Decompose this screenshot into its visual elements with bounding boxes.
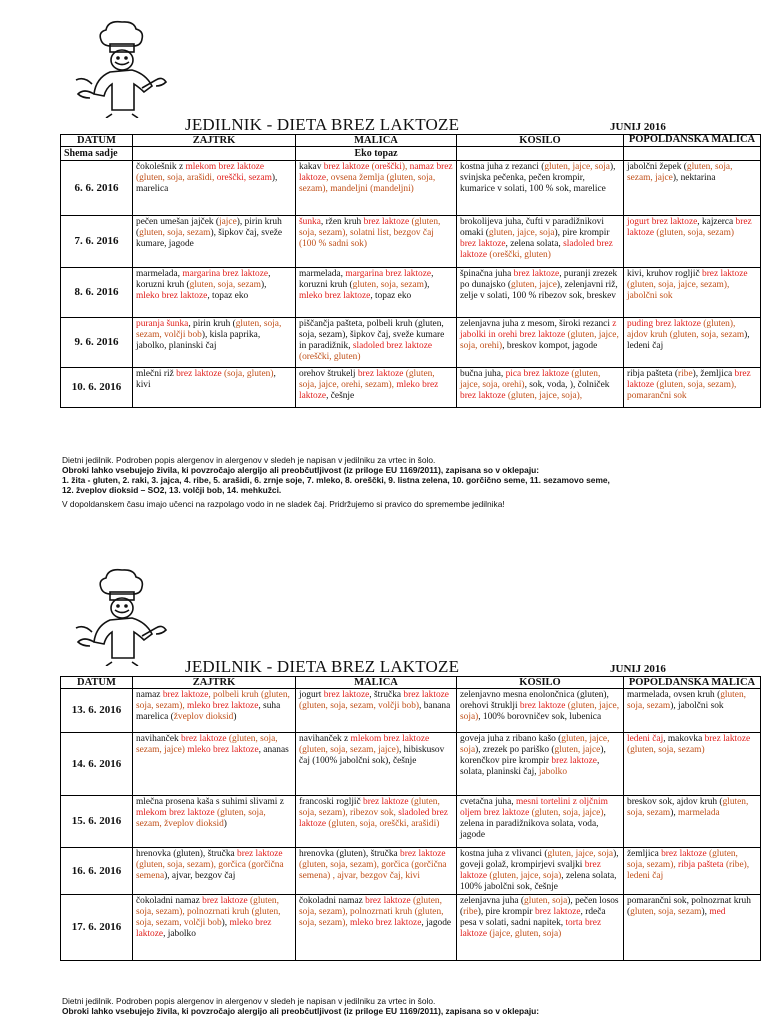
menu-text-segment: (gluten, soja, jajce, orehi, sezam), [299,369,435,390]
menu-text-segment: francoski rogljič [299,797,364,807]
header-malica: MALICA [296,677,457,689]
menu-text-segment: kostna juha z vlivanci ( [460,849,548,859]
menu-text-segment: ledeni čaj [627,734,664,744]
malica-cell [296,368,457,408]
malica-cell [296,848,457,895]
menu-text-segment: brez laktoze [460,860,601,881]
menu-text-segment: gluten, jajce, soja [544,162,610,172]
popoldanska-cell [624,895,761,961]
menu-text-segment: (gluten, soja, sezam), gorčica ( [136,860,252,870]
header-zajtrk: ZAJTRK [133,677,296,689]
menu-text-segment: , pirin kruh ( [188,319,236,329]
malica-cell [296,733,457,796]
menu-text-segment: , makovka [663,734,705,744]
menu-text-segment: , topaz eko [370,291,412,301]
menu-text-segment: čokoladni namaz [299,896,366,906]
table-row [61,848,761,895]
menu-text-segment: ), goveji golaž, krompirjevi svaljki [460,849,619,870]
menu-text-segment: brez laktoze [627,217,752,238]
menu-text-segment: (gluten, soja, sezam), ribezov sok, [299,797,440,818]
zajtrk-cell [133,733,296,796]
menu-text-segment: margarina brez laktoze [182,269,269,279]
menu-text-segment: čokolešnik z [136,162,186,172]
table-row [61,268,761,318]
menu-text-segment: jabolčni žepek ( [627,162,687,172]
menu-text-segment: (gluten, soja, sezam, jajce) [299,745,399,755]
menu-text-segment: , sok, voda, ), čolniček [524,380,610,390]
kosilo-cell [457,895,624,961]
popoldanska-cell [624,216,761,268]
menu-text-segment: gluten, jajce, soja [547,849,614,859]
menu-text-segment: (oreščki, gluten) [487,250,551,260]
menu-text-segment: (gluten, soja, sezam), polnozrnati kruh (gluten, soja, sezam), [299,896,444,928]
menu-text-segment: gluten, soja, sezam [189,280,261,290]
menu-text-segment: brez laktoze [534,907,581,917]
menu-text-segment: , štručka [369,690,404,700]
menu-text-segment: špinačna juha [460,269,514,279]
kosilo-cell [457,161,624,216]
menu-text-segment: brez laktoze [460,391,506,401]
popoldanska-cell [624,368,761,408]
header-datum: DATUM [61,135,133,147]
menu-text-segment: (gluten, soja, sezam), solatni list, bezgov čaj (100 % sadni sok) [299,217,441,249]
menu-text-segment: pečen umešan jajček ( [136,217,220,227]
menu-text-segment: ), ledeni čaj [627,330,750,351]
menu-text-segment: (gluten, soja, jajce, sezam), jabolčni sok [627,280,730,301]
menu-text-segment: breskov sok, ajdov kruh ( [627,797,723,807]
table-row [61,161,761,216]
menu-title-2: JEDILNIK - DIETA BREZ LAKTOZE [185,657,460,676]
note-alergeni-1a: 1. žita - gluten, 2. raki, 3. jajca, 4. ribe, 5. arašidi, 6. zrnje soje, 7. mleko, 8. oreščki, 9. listna zelena, 10. gorčično seme, 11. sezamovo seme, [62,475,610,485]
popoldanska-cell [624,848,761,895]
menu-text-segment: ), [401,162,410,172]
kosilo-cell [457,318,624,368]
chef-illustration-1 [70,18,180,118]
menu-text-segment: , topaz eko [207,291,249,301]
menu-text-segment: kostna juha z rezanci ( [460,162,545,172]
zajtrk-cell [133,368,296,408]
menu-text-segment: (gluten, jajce, soja) [460,701,620,722]
menu-text-segment: , polbeli kruh (gluten, soja, sezam), [136,690,290,711]
menu-text-segment: (gluten, soja, sezam) [654,228,734,238]
menu-text-segment: brokolijeva juha, čufti v paradižnikovi omaki ( [460,217,604,238]
menu-text-segment: brez laktoze [661,849,707,859]
menu-text-segment: orehov štrukelj [299,369,358,379]
menu-text-segment: , 100% borovničev sok, lubenica [478,712,602,722]
menu-text-segment: brez laktoze [363,217,410,227]
menu-text-segment: ), svinjska pečenka, pečen krompir, kumarice v solati, 100 % sok, marelice [460,162,616,194]
menu-text-segment: (soja, gluten) [221,369,274,379]
menu-text-segment: navihanček [136,734,182,744]
menu-text-segment: (gluten, soja, arašidi, [136,173,217,183]
popoldanska-cell [624,161,761,216]
menu-text-segment: piščančja pašteta, polbeli kruh (gluten, soja, sezam), šipkov čaj, sveže kumare in paradižnik, [299,319,445,351]
note-obroki-2: Obroki lahko vsebujejo živila, ki povzročajo alergijo ali preobčutljivost (iz priloge EU 1169/2011), zapisana so v oklepaju: [62,1006,540,1016]
note-alergeni-1b: 12. žveplov dioksid – SO2, 13. volčji bob, 14. mehkužci. [62,485,282,495]
menu-text-segment: (gluten, soja, sezam, [136,808,266,829]
menu-text-segment: ), zelenjavni riž, zelje v solati, 100 % ribezov sok, breskev [460,280,618,301]
menu-text-segment: brez laktoze [403,690,449,700]
zajtrk-cell [133,318,296,368]
malica-cell [296,895,457,961]
date-cell: 9. 6. 2016 [61,318,133,368]
menu-text-segment: , solata, planinski čaj, [460,756,600,777]
malica-cell [296,216,457,268]
menu-text-segment: zelenjavna juha ( [460,896,525,906]
menu-text-segment: mleko brez laktoze [136,291,208,301]
header-malica: MALICA [296,135,457,147]
menu-text-segment: , hibiskusov čaj (100% jabolčni sok), češnje [299,745,445,766]
menu-text-segment: (gluten, soja, sezam, volčji bob) [299,701,420,711]
menu-text-segment: jogurt brez laktoze [627,217,698,227]
menu-text-segment: (gluten, soja, oreščki, arašidi) [326,819,440,829]
kosilo-cell [457,216,624,268]
menu-text-segment: ), kisla paprika, jabolko, planinski čaj [136,330,261,351]
menu-text-segment: mlekom brez laktoze [136,808,215,818]
chef-illustration-2 [70,566,180,666]
menu-text-segment: kivi, kruhov rogljič [627,269,702,279]
kosilo-cell [457,268,624,318]
menu-text-segment: cvetačna juha, [460,797,516,807]
menu-text-segment: , zelena in paradižnikova solata, voda, jagode [460,808,606,840]
menu-text-segment: (gluten, soja, sezam, jajce) [136,734,278,755]
menu-text-segment: , koruzni kruh ( [136,269,271,290]
date-cell: 7. 6. 2016 [61,216,133,268]
menu-text-segment: mleko brez laktoze [350,918,422,928]
menu-text-segment: marmelada, [136,269,183,279]
popoldanska-cell [624,268,761,318]
menu-text-segment: z jabolki in orehi brez laktoze [460,319,617,340]
menu-text-segment: mleko brez laktoze [299,291,371,301]
menu-text-segment: mleko brez laktoze [187,701,259,711]
menu-text-segment: puding brez laktoze [627,319,701,329]
menu-text-segment: (gluten, soja, sezam), gorčica (gorčična semena) , ajvar, bezgov čaj, kivi [299,860,447,881]
table-row [61,318,761,368]
menu-text-segment: gluten, soja, sezam [352,280,424,290]
menu-text-segment: med [709,907,726,917]
notes-2 [62,996,762,1016]
menu-text-segment: ), marelica [136,173,278,194]
menu-table-1-wrapper [60,134,760,408]
menu-text-segment: (jajce, gluten, soja) [487,929,562,939]
header-popoldanska: POPOLDANSKA MALICA [624,677,761,689]
menu-text-segment: goveja juha z ribano kašo ( [460,734,562,744]
menu-table-2-wrapper [60,676,760,961]
date-cell: 17. 6. 2016 [61,895,133,961]
menu-text-segment: ), [670,808,679,818]
menu-text-segment: brez laktoze [702,269,748,279]
menu-text-segment: kakav [299,162,324,172]
popoldanska-cell [624,689,761,733]
menu-text-segment: (gluten, soja, sezam), pomarančni sok [627,380,737,401]
menu-text-segment: ), [260,280,267,290]
menu-text-segment: žveplov dioksid [164,819,224,829]
zajtrk-cell [133,216,296,268]
popoldanska-cell [624,733,761,796]
note-obroki-1: Obroki lahko vsebujejo živila, ki povzročajo alergijo ali preobčutljivost (iz priloge EU 1169/2011), zapisana so v oklepaju: [62,465,540,475]
menu-text-segment: brez laktoze [627,369,751,390]
menu-text-segment: oreščki [374,162,402,172]
menu-text-segment: (gluten, jajce, soja, orehi) [460,330,619,351]
menu-text-segment: gluten, soja, sezam [139,228,211,238]
table-row [61,733,761,796]
menu-text-segment: zelenjavno mesna enolončnica (gluten), orehovi štruklji [460,690,609,711]
menu-text-segment: gluten, soja, sezam [672,330,745,340]
header-zajtrk: ZAJTRK [133,135,296,147]
menu-text-segment: (gluten, soja, sezam), polnozrnati kruh ( [136,896,279,917]
menu-text-segment: (gluten, soja, sezam) [627,745,705,755]
menu-text-segment: ribja pašteta ( [627,369,679,379]
menu-text-segment: jogurt [299,690,324,700]
menu-text-segment: ) [233,712,237,722]
menu-text-segment: , ržen kruh [320,217,364,227]
kosilo-cell [457,796,624,848]
menu-text-segment: ), pirin kruh ( [136,217,282,238]
menu-text-segment: brez laktoze [365,896,411,906]
menu-text-segment: gluten, soja, sezam [630,907,702,917]
malica-cell [296,268,457,318]
menu-text-segment: , kivi [136,369,276,390]
menu-text-segment: brez laktoze [551,756,597,766]
menu-text-segment: ( [369,162,375,172]
menu-text-segment: mlečna prosena kaša s suhimi slivami z [136,797,284,807]
malica-cell [296,689,457,733]
malica-cell [296,318,457,368]
menu-text-segment: brez laktoze [181,734,227,744]
popoldanska-cell [624,796,761,848]
menu-text-segment: ), nektarina [672,173,716,183]
menu-text-segment: mleko brez laktoze [136,918,272,939]
menu-text-segment: gluten, soja, sezam, volčji bob [136,319,282,340]
menu-text-segment: ), [701,907,710,917]
menu-text-segment: mlekom brez laktoze [185,162,265,172]
menu-text-segment: (gluten, soja, jajce) [529,808,604,818]
table-row [61,796,761,848]
menu-text-segment: , suha marelica ( [136,701,281,722]
notes-1 [62,455,762,509]
menu-text-segment: gluten, soja, sezam, jajce [627,162,733,183]
menu-text-segment: gluten, jajce [511,280,557,290]
table-header-row [61,677,761,689]
menu-text-segment: gluten, soja, sezam, volčji bob [136,907,281,928]
shema-sadje-row [61,147,761,161]
shema-sadje-value: Eko topaz [296,147,457,161]
menu-text-segment: ), [221,918,230,928]
menu-text-segment: ), pečen losos ( [460,896,619,917]
menu-text-segment: ) [223,819,227,829]
malica-cell [296,796,457,848]
table-row [61,895,761,961]
menu-text-segment: žemljica [627,849,662,859]
menu-text-segment: mesni tortelini z oljčnim oljem brez laktoze [460,797,608,818]
menu-text-segment: brez laktoze [202,896,248,906]
menu-text-segment: jajce [219,217,237,227]
menu-text-segment: (ribe), ledeni čaj [627,860,750,881]
menu-text-segment: mlečni riž [136,369,177,379]
menu-table-2 [60,676,761,961]
menu-text-segment: mlekom brez laktoze [350,734,430,744]
menu-text-segment: ), šipkov čaj, sveže kumare, jagode [136,228,283,249]
menu-text-segment: ribe [678,369,693,379]
menu-text-segment: puranja šunka [136,319,189,329]
menu-text-segment: brez laktoze [519,701,566,711]
menu-text-segment: brez laktoze [460,239,506,249]
menu-text-segment: torta brez laktoze [460,918,602,939]
menu-text-segment: gluten, jajce, soja [460,734,610,755]
menu-text-segment: navihanček z [299,734,351,744]
menu-text-segment: , kajzerca [697,217,736,227]
menu-text-segment: ), pire krompir [554,228,610,238]
menu-text-segment: (gluten), ajdov kruh ( [627,319,736,340]
menu-text-segment: , zelena solata, 100% jabolčni sok, češnje [460,871,617,892]
menu-text-segment: marmelada, [299,269,346,279]
zajtrk-cell [133,161,296,216]
date-cell: 15. 6. 2016 [61,796,133,848]
menu-text-segment: jabolko [538,767,568,777]
date-cell: 6. 6. 2016 [61,161,133,216]
malica-cell [296,161,457,216]
menu-text-segment: gorčična semena [136,860,284,881]
date-cell: 16. 6. 2016 [61,848,133,895]
menu-text-segment: , zelena solata, [505,239,564,249]
menu-text-segment: bučna juha, [460,369,506,379]
menu-text-segment: , banana [419,701,451,711]
header-kosilo: KOSILO [457,135,624,147]
table-row [61,216,761,268]
menu-text-segment: (gluten, jajce, soja), [505,391,583,401]
menu-text-segment: , rdeča pesa v solati, sadni napitek, [460,907,606,928]
menu-text-segment: čokoladni namaz [136,896,203,906]
menu-table-1 [60,134,761,408]
menu-text-segment: marmelada [678,808,720,818]
menu-text-segment: gluten, soja, sezam [627,690,746,711]
menu-text-segment: sladoled brez laktoze [299,808,448,829]
menu-text-segment: gluten, soja [524,896,568,906]
menu-text-segment: ribja pašteta [678,860,724,870]
header-datum: DATUM [61,677,133,689]
menu-text-segment: hrenovka (gluten), štručka [136,849,238,859]
date-cell: 14. 6. 2016 [61,733,133,796]
menu-text-segment: pomarančni sok, polnozrnat kruh ( [627,896,751,917]
menu-text-segment: oreščki, sezam [216,173,272,183]
menu-text-segment: ), pire krompir [477,907,535,917]
menu-text-segment: brez laktoze [323,690,370,700]
menu-text-segment: gluten, jajce, soja [488,228,555,238]
menu-text-segment: , koruzni kruh ( [299,269,434,290]
menu-text-segment: šunka [299,217,321,227]
menu-text-segment: (gluten, jajce, soja, orehi) [460,369,601,390]
menu-text-segment: , jabolko [163,929,196,939]
menu-text-segment: brez laktoze [363,797,409,807]
menu-text-segment: brez laktoze [357,369,404,379]
menu-text-segment: , jagode [421,918,452,928]
menu-text-segment: brez laktoze [323,162,370,172]
note-dietni-2: Dietni jedilnik. Podroben popis alergenov in alergenov v sledeh je napisan v jedilniku za vrtec in šolo. [62,996,436,1006]
menu-text-segment: (gluten, soja, sezam), [627,849,738,870]
zajtrk-cell [133,895,296,961]
menu-text-segment: brez laktoze [237,849,283,859]
menu-text-segment: , češnje [326,391,355,401]
menu-text-segment: , ovsena žemlja (gluten, soja, sezam), mandeljni (mandeljni) [299,173,436,194]
menu-text-segment: pica brez laktoze [505,369,570,379]
menu-month-2: JUNIJ 2016 [610,663,666,675]
menu-text-segment: brez laktoze [162,690,209,700]
shema-sadje-label: Shema sadje [61,147,133,161]
menu-text-segment: žveplov dioksid [173,712,234,722]
menu-text-segment: mleko brez laktoze [187,745,259,755]
menu-text-segment: ), [423,280,430,290]
menu-text-segment: marmelada, ovsen kruh ( [627,690,721,700]
menu-text-segment: brez laktoze [176,369,222,379]
note-voda-1: V dopoldanskem času imajo učenci na razpolago vodo in ne sladek čaj. Pridržujemo si pravico do spremembe jedilnika! [62,499,505,509]
zajtrk-cell [133,796,296,848]
menu-text-segment: namaz [136,690,163,700]
zajtrk-cell [133,268,296,318]
menu-text-segment: gluten, soja, sezam [627,797,749,818]
menu-text-segment: ), ajvar, bezgov čaj [164,871,236,881]
menu-text-segment: mleko brez laktoze [299,380,439,401]
table-row [61,689,761,733]
menu-text-segment: ribe [463,907,478,917]
menu-text-segment: margarina brez laktoze [345,269,432,279]
menu-text-segment: brez laktoze [704,734,751,744]
menu-text-segment: ), žemljica [692,369,735,379]
menu-text-segment: (oreščki, gluten) [299,352,361,362]
menu-text-segment: ), korenčkov pire krompir [460,745,606,766]
kosilo-cell [457,368,624,408]
menu-text-segment: , puranji zrezek po dunajsko ( [460,269,618,290]
menu-text-segment: gluten, jajce [554,745,601,755]
zajtrk-cell [133,848,296,895]
menu-text-segment: ), jabolčni sok [670,701,724,711]
date-cell: 8. 6. 2016 [61,268,133,318]
table-header-row [61,135,761,147]
menu-text-segment: , breskov kompot, jagode [502,341,598,351]
menu-text-segment: (gluten, jajce, soja) [487,871,562,881]
menu-text-segment: sladoled brez laktoze [460,239,613,260]
menu-title-1: JEDILNIK - DIETA BREZ LAKTOZE [185,115,460,134]
header-popoldanska: POPOLDANSKA MALICA [624,135,761,147]
date-cell: 10. 6. 2016 [61,368,133,408]
menu-text-segment: namaz brez laktoze [299,162,453,183]
date-cell: 13. 6. 2016 [61,689,133,733]
menu-text-segment: brez laktoze [513,269,560,279]
note-dietni-1: Dietni jedilnik. Podroben popis alergenov in alergenov v sledeh je napisan v jedilniku za vrtec in šolo. [62,455,436,465]
header-kosilo: KOSILO [457,677,624,689]
menu-month-1: JUNIJ 2016 [610,121,666,133]
menu-text-segment: , ananas [258,745,289,755]
menu-text-segment: hrenovka (gluten), štručka [299,849,401,859]
kosilo-cell [457,848,624,895]
kosilo-cell [457,733,624,796]
table-row [61,368,761,408]
popoldanska-cell [624,318,761,368]
menu-text-segment: ), zrezek po pariško ( [475,745,555,755]
menu-text-segment: zelenjavna juha z mesom, široki rezanci [460,319,613,329]
kosilo-cell [457,689,624,733]
zajtrk-cell [133,689,296,733]
menu-text-segment: sladoled brez laktoze [352,341,433,351]
menu-text-segment: brez laktoze [400,849,446,859]
